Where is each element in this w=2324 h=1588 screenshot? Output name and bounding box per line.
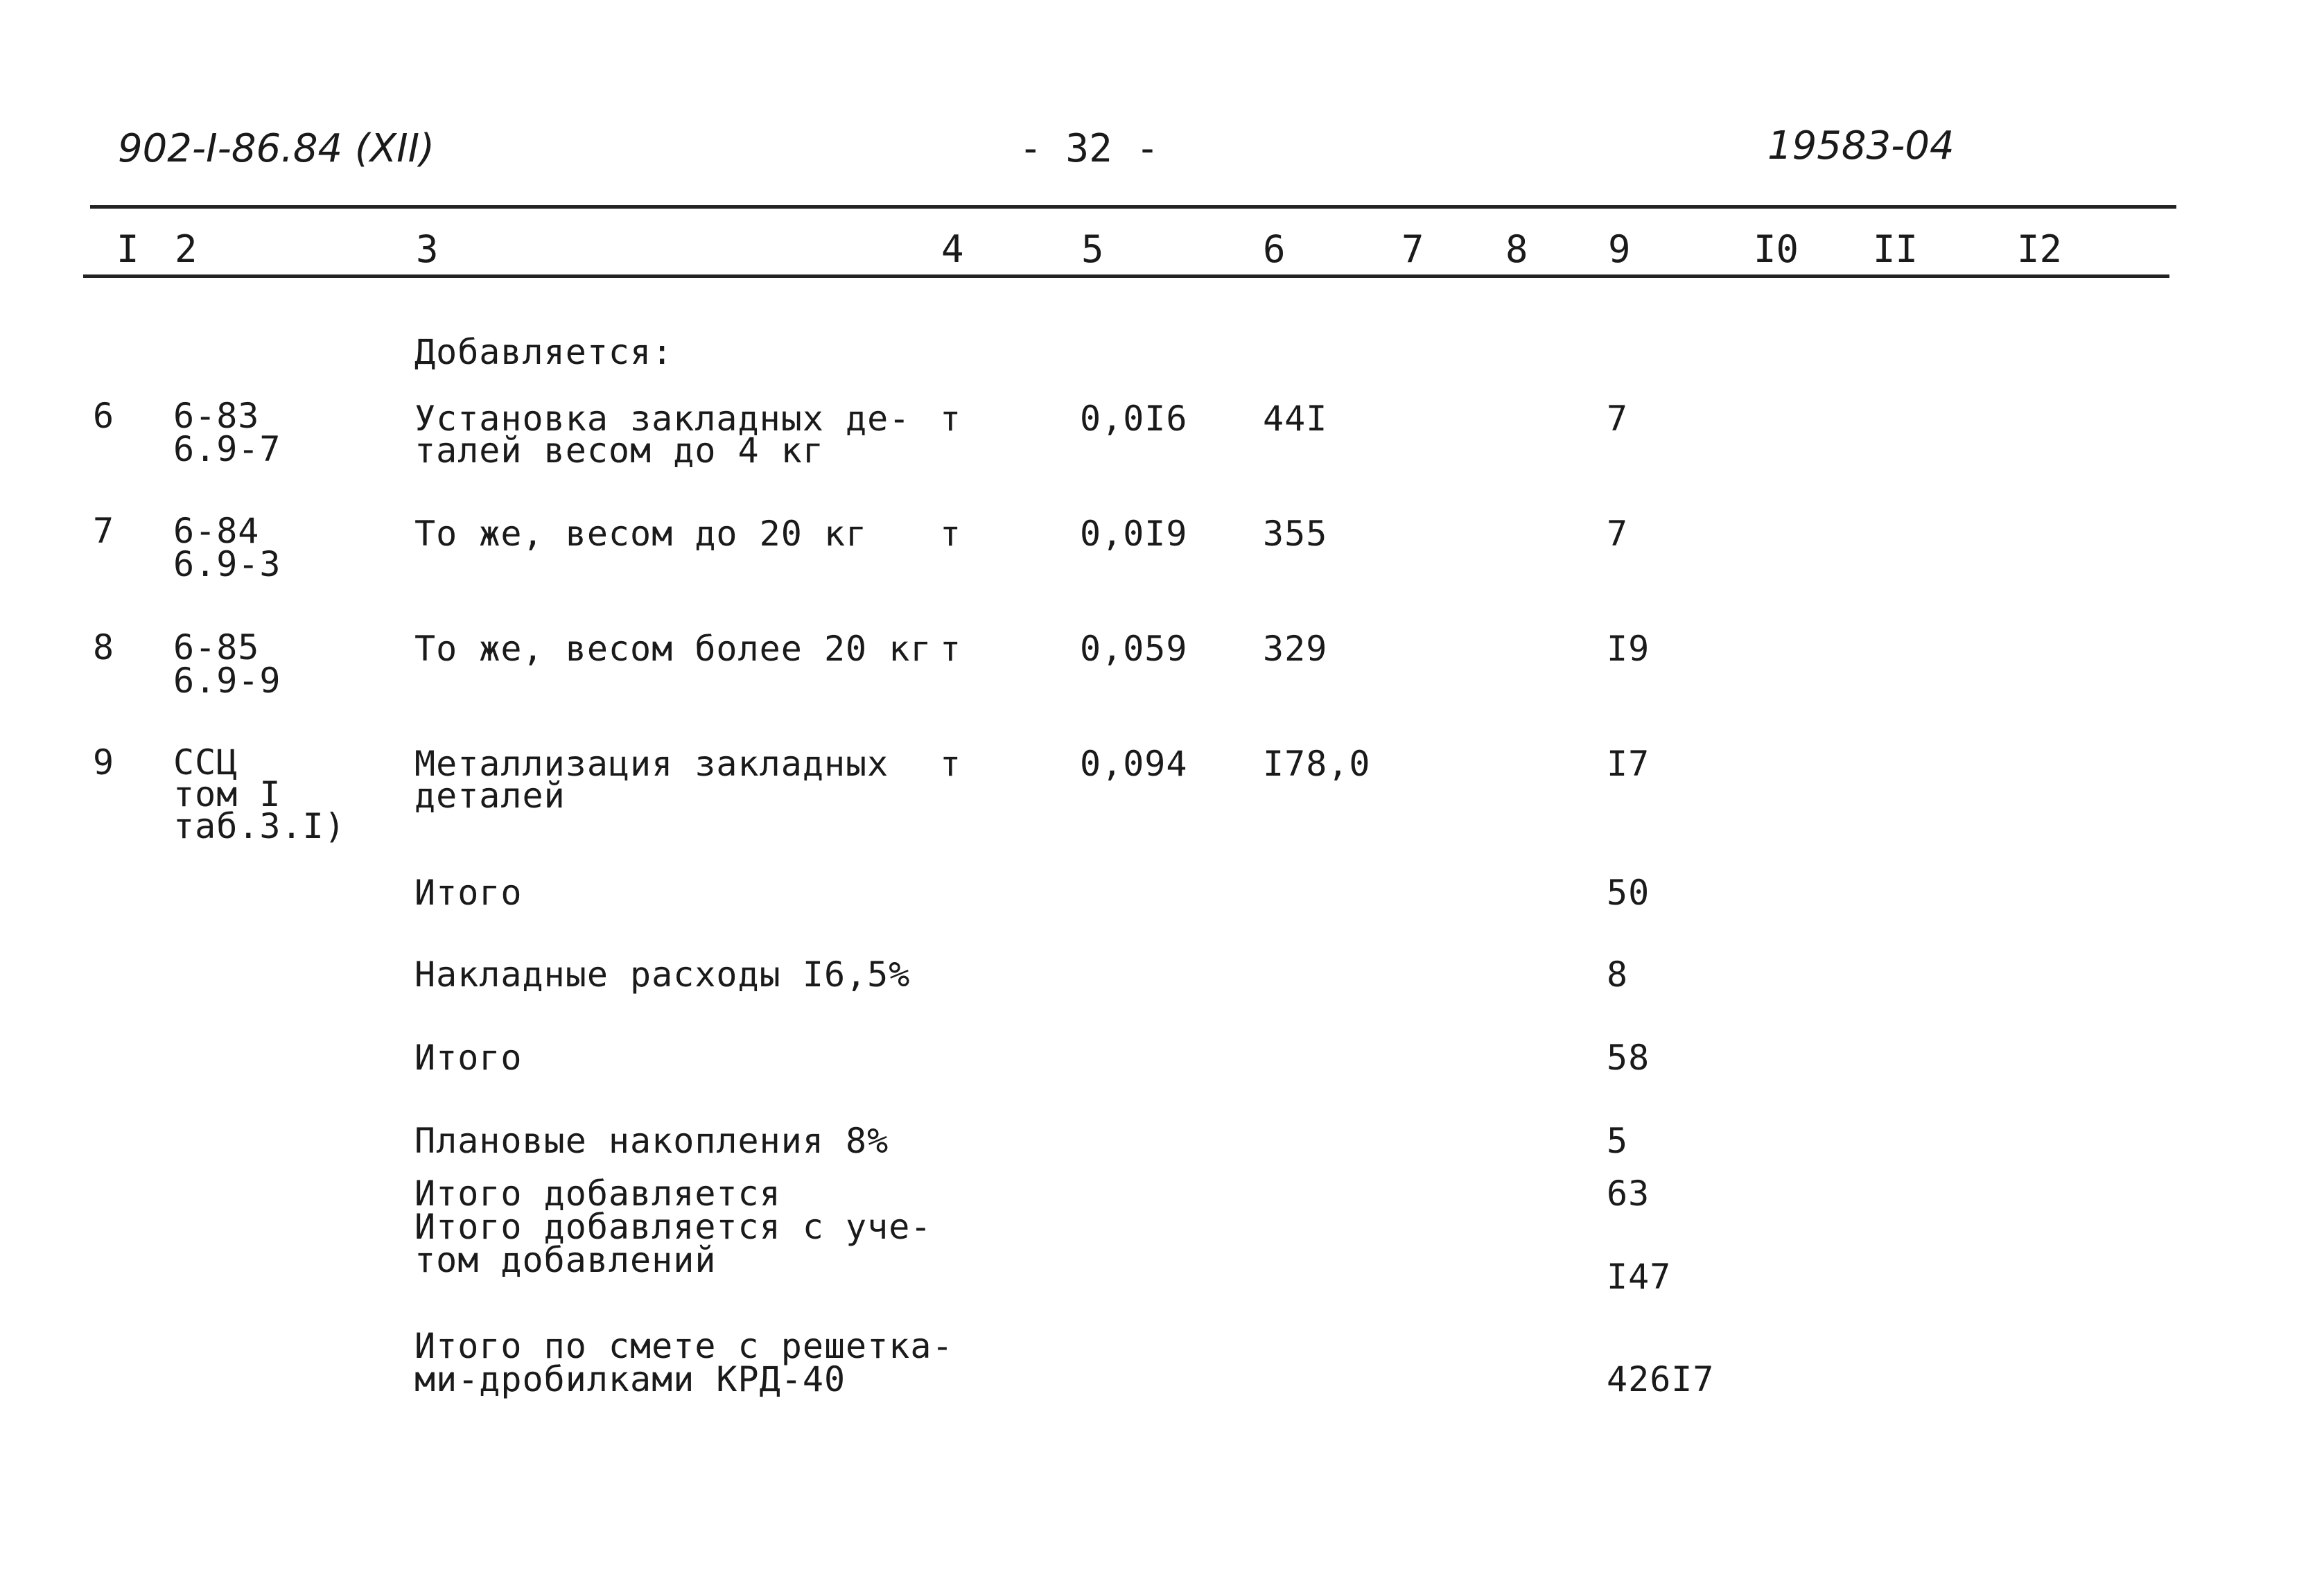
summary-label: Итого	[414, 1038, 523, 1078]
section-title: Добавляется:	[414, 332, 674, 372]
total-cost: 7	[1607, 399, 1629, 439]
work-name: То же, весом более 20 кг	[414, 629, 932, 669]
summary-value: 50	[1607, 873, 1650, 913]
summary-value: 63	[1607, 1173, 1650, 1214]
col-number: I2	[2017, 227, 2063, 271]
col-number: I0	[1754, 227, 1799, 271]
work-name: деталей	[414, 776, 566, 816]
total-cost: I7	[1607, 744, 1650, 784]
col-number: 2	[175, 227, 198, 271]
total-cost: 7	[1607, 514, 1629, 554]
norm-code: таб.3.I)	[173, 806, 346, 846]
summary-label: том добавлений	[414, 1240, 717, 1280]
col-number: 8	[1505, 227, 1528, 271]
unit: т	[940, 514, 962, 554]
norm-code: 6.9-9	[173, 661, 281, 701]
col-number: 3	[416, 227, 439, 271]
row-number: 9	[93, 742, 115, 783]
quantity: 0,094	[1080, 744, 1188, 784]
unit-price: I78,0	[1263, 744, 1371, 784]
top-rule	[90, 205, 2176, 209]
quantity: 0,059	[1080, 629, 1188, 669]
summary-label: Итого	[414, 873, 523, 913]
unit: т	[940, 744, 962, 784]
row-number: 6	[93, 396, 115, 436]
norm-code: 6.9-3	[173, 544, 281, 584]
col-number: II	[1873, 227, 1919, 271]
summary-value: I47	[1607, 1257, 1672, 1297]
col-number: I	[116, 227, 139, 271]
work-name: Металлизация закладных	[414, 744, 889, 784]
summary-value: 58	[1607, 1038, 1650, 1078]
col-number: 6	[1263, 227, 1286, 271]
total-cost: I9	[1607, 629, 1650, 669]
summary-label: Плановые накопления 8%	[414, 1121, 889, 1161]
col-number: 9	[1608, 227, 1631, 271]
summary-label: Итого по смете с решетка-	[414, 1326, 954, 1366]
norm-code: ССЦ	[173, 742, 238, 783]
summary-label: Итого добавляется с уче-	[414, 1207, 932, 1247]
unit-price: 355	[1263, 514, 1328, 554]
row-number: 8	[93, 627, 115, 668]
quantity: 0,0I9	[1080, 514, 1188, 554]
quantity: 0,0I6	[1080, 399, 1188, 439]
summary-value: 8	[1607, 954, 1629, 995]
summary-label: ми-дробилками КРД-40	[414, 1359, 846, 1399]
unit-price: 44I	[1263, 399, 1328, 439]
work-name: То же, весом до 20 кг	[414, 514, 868, 554]
archive-number: 19583-04	[1767, 123, 1955, 168]
bottom-rule	[83, 274, 2169, 278]
col-number: 4	[941, 227, 964, 271]
norm-code: 6-83	[173, 396, 260, 436]
work-name: Установка закладных де-	[414, 399, 911, 439]
unit: т	[940, 399, 962, 439]
col-number: 5	[1081, 227, 1104, 271]
unit: т	[940, 629, 962, 669]
row-number: 7	[93, 511, 115, 551]
norm-code: 6-85	[173, 627, 260, 668]
col-number: 7	[1401, 227, 1424, 271]
summary-label: Итого добавляется	[414, 1173, 781, 1214]
norm-code: 6.9-7	[173, 429, 281, 469]
summary-value: 5	[1607, 1121, 1629, 1161]
document-code: 902-I-86.84 (XII)	[118, 126, 435, 171]
unit-price: 329	[1263, 629, 1328, 669]
norm-code: том I	[173, 774, 281, 814]
norm-code: 6-84	[173, 511, 260, 551]
work-name: талей весом до 4 кг	[414, 430, 824, 471]
page-number: - 32 -	[1019, 126, 1160, 171]
summary-label: Накладные расходы I6,5%	[414, 954, 911, 995]
summary-value: 426I7	[1607, 1359, 1715, 1399]
